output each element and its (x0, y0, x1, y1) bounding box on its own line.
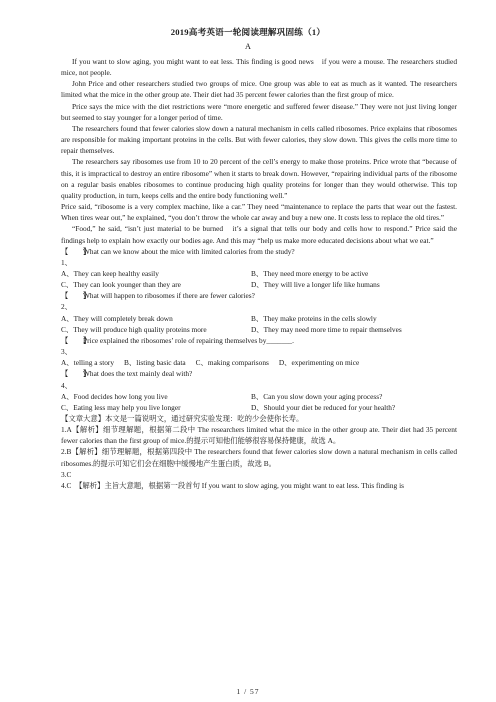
question-item (61, 335, 457, 368)
paragraph: Price said, “ribosome is a very complex machine, like a car.” They need “maintenance to replace the parts that wear out the fastest. When tires wear out,” he explained, “you don’t throw the whole car away and buy a new one. It costs less to replace the old tires.” (61, 202, 457, 223)
option-c: C、They can look younger than they are (61, 280, 181, 290)
option-d: D、They will live a longer life like humans (251, 280, 380, 290)
option-a: A、They can keep healthy easily (61, 268, 159, 278)
option-a: A、They will completely break down (61, 313, 173, 323)
question-stem: What can we know about the mice with limited calories from the study? (83, 246, 295, 256)
page-title: 2019高考英语一轮阅读理解巩固练（1） (170, 27, 326, 37)
answer-analysis (61, 413, 457, 491)
question-item (61, 368, 457, 413)
option-b: B、They need more energy to be active (251, 268, 369, 278)
option-d: D、They may need more time to repair themselves (251, 324, 402, 334)
paragraph: The researchers say ribosomes use from 10 to 20 percent of the cell’s energy to make those proteins. Price wrote that “because of this, it is impractical to destroy an entire ribosome” when it starts to break down. However, “repairing individual parts of the ribosome on a regular basis enables ribosomes to continue producing high quality proteins for longer than they would otherwise. This top quality production, in turn, keeps cells and the entire body functioning well.” (61, 157, 457, 200)
paragraph: If you want to slow aging, you might want to eat less. This finding is good news if you were a mouse. The researchers studied mice, not people. (61, 57, 457, 78)
question-stem: Price explained the ribosomes’ role of repairing themselves by_______. (83, 335, 294, 345)
option-b: B、listing basic data (124, 358, 186, 368)
answer-bracket: 【 】2、 (61, 291, 91, 312)
answer-bracket: 【 】4、 (61, 369, 91, 390)
analysis-item: 4.C 【解析】主旨大意题，根据第一段首句 If you want to slow aging, you might want to eat less. This finding is (61, 480, 404, 490)
page-number: 1 / 57 (236, 687, 260, 696)
analysis-summary: 【文章大意】本文是一篇说明文，通过研究实验发现：吃的少会使你长寿。 (61, 414, 304, 423)
question-stem: What will happen to ribosomes if there are fewer calories? (83, 291, 255, 301)
analysis-item: 1.A【解析】细节理解题，根据第二段中 The researchers limited what the mice in the other group ate. Their diet had 35 percent fewer calories than the first group of mice.的提示可知他们能够很容易保持健康，故选 A。 (61, 425, 457, 446)
answer-bracket: 【 】3、 (61, 335, 91, 357)
section-label: A (245, 42, 251, 51)
option-c: C、making comparisons (195, 358, 269, 368)
option-b: B、They make proteins in the cells slowly (251, 313, 377, 323)
question-item (61, 246, 457, 291)
passage (61, 56, 457, 246)
option-a: A、Food decides how long you live (61, 391, 168, 401)
option-d: D、Should your diet be reduced for your health? (251, 402, 396, 412)
question-list (61, 246, 457, 413)
question-item (61, 290, 457, 335)
option-a: A、telling a story (61, 358, 115, 368)
analysis-item: 3.C (61, 469, 72, 479)
paragraph: John Price and other researchers studied two groups of mice. One group was able to eat as much as it wanted. The researchers limited what the mice in the other group ate. Their diet had 35 percent fewer calories than the first group of mice. (61, 79, 457, 100)
paragraph: “Food,” he said, “isn’t just material to be burned it’s a signal that tells our body and cells how to respond.” Price said the findings help to explain how exactly our bodies age. And this may “help us make more educated decisions about what we eat.” (61, 224, 457, 245)
paragraph: The researchers found that fewer calories slow down a natural mechanism in cells called ribosomes. Price explains that ribosomes are responsible for making important proteins in the cells. But with fewer calories, they slow down. This gives the cells more time to repair themselves. (61, 123, 457, 156)
option-c: C、Eating less may help you live longer (61, 402, 181, 412)
option-d: D、experimenting on mice (278, 358, 360, 368)
option-b: B、Can you slow down your aging process? (251, 391, 383, 401)
option-c: C、They will produce high quality proteins more (61, 324, 207, 334)
paragraph: Price says the mice with the diet restrictions were “more energetic and suffered fewer disease.” They were not just living longer but seemed to stay younger for a longer period of time. (61, 101, 457, 122)
question-stem: What does the text mainly deal with? (83, 369, 193, 379)
document-body (61, 56, 457, 491)
answer-bracket: 【 】1、 (61, 246, 91, 267)
analysis-item: 2.B【解析】细节理解题，根据第四段中 The researchers found that fewer calories slow down a natural mechanism in cells called ribosomes.的提示可知它们会在细胞中缓慢地产生蛋白质，故选 B。 (61, 447, 457, 468)
